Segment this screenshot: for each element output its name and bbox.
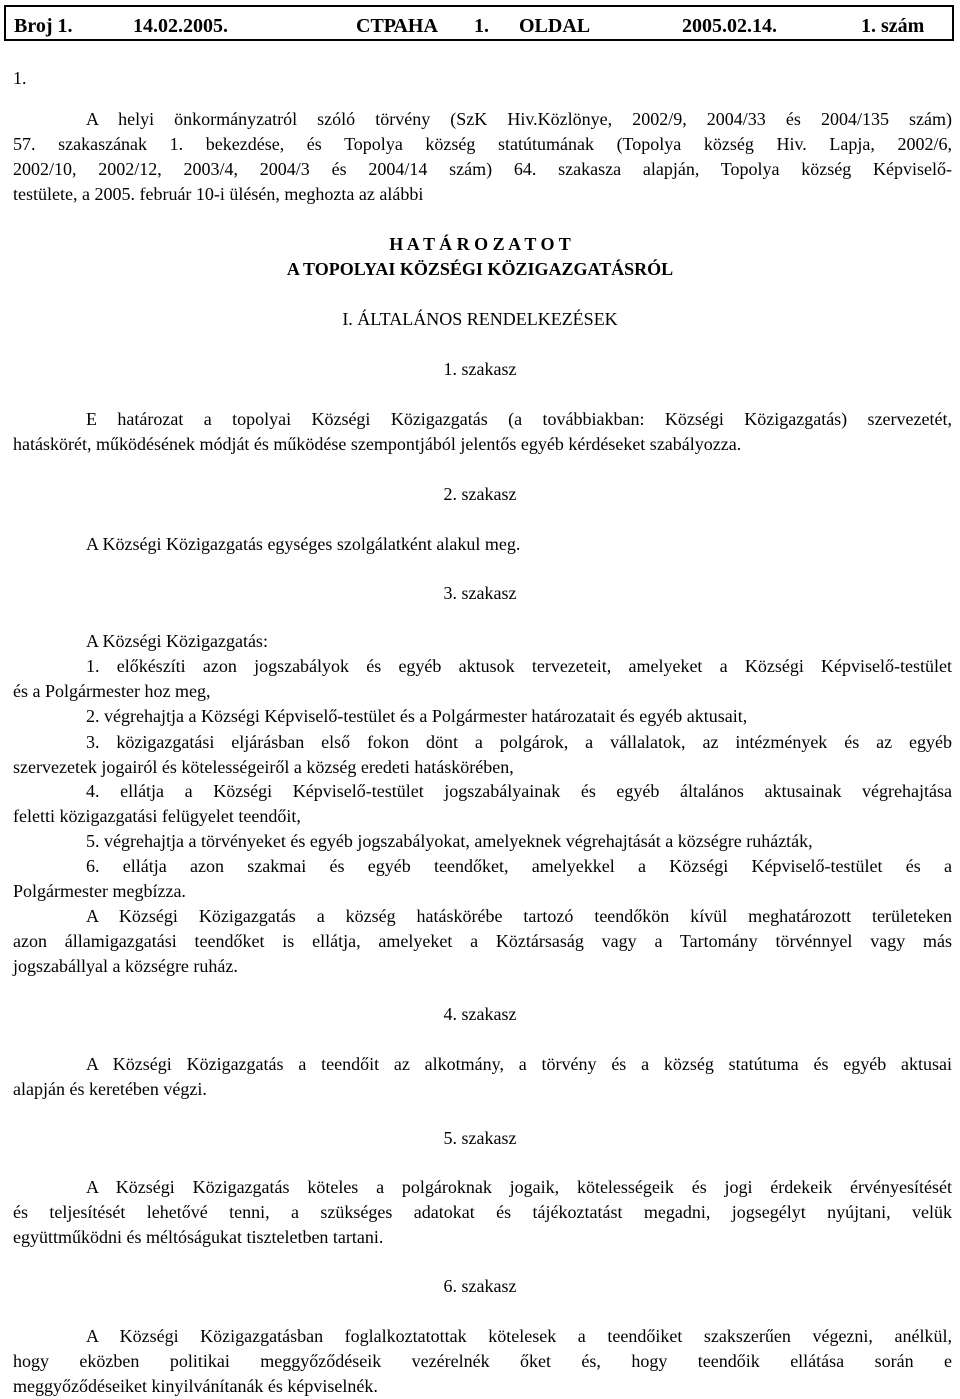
list-item-line: és a Polgármester hoz meg, — [13, 681, 211, 701]
section-heading: 1. szakasz — [443, 359, 517, 379]
header-issue-hu: 1. szám — [861, 15, 925, 37]
section-text-line: A Községi Közigazgatás egységes szolgálatként alakul meg. — [86, 534, 521, 554]
document-number: 1. — [13, 68, 27, 88]
section-text-line: hatáskörét, működésének módját és működése szempontjából jelentős egyéb kérdéseket szabályozza. — [13, 434, 742, 454]
section-heading: 4. szakasz — [443, 1004, 517, 1024]
header-issue: Broj 1. — [14, 15, 73, 37]
section-text-line: alapján és keretében végzi. — [13, 1079, 207, 1099]
section-text-line: A Községi Közigazgatásban foglalkoztatottak kötelesek a teendőiket szakszerűen végezni, anélkül, — [86, 1326, 952, 1346]
list-item-line: szervezetek jogairól és kötelességeiről a község eredeti hatáskörében, — [13, 757, 514, 777]
preamble-line: 57. szakaszának 1. bekezdése, és Topolya község statútumának (Topolya község Hiv. Lapja, 2002/6, — [13, 134, 952, 154]
section-text-line: és teljesítését lehetővé tenni, a szükséges adatokat és tájékoztatást megadni, jogsegélyt nyújtani, velük — [13, 1202, 952, 1222]
document-subtitle: A TOPOLYAI KÖZSÉGI KÖZIGAZGATÁSRÓL — [286, 259, 674, 279]
header-page-sr: СТРАНА — [356, 15, 438, 37]
section-text-line: jogszabállyal a községre ruház. — [13, 956, 238, 976]
section-heading: 6. szakasz — [443, 1276, 517, 1296]
list-item-line: 3. közigazgatási eljárásban első fokon dönt a polgárok, a vállalatok, az intézmények és az egyéb — [86, 732, 952, 752]
header-page-hu: OLDAL — [519, 15, 591, 37]
chapter-heading: I. ÁLTALÁNOS RENDELKEZÉSEK — [342, 309, 618, 329]
header-date-2: 2005.02.14. — [682, 15, 777, 37]
preamble-line: 2002/10, 2002/12, 2003/4, 2004/3 és 2004/14 szám) 64. szakasza alapján, Topolya község Képviselő- — [13, 159, 952, 179]
preamble-line: testülete, a 2005. február 10-i ülésén, meghozta az alábbi — [13, 184, 424, 204]
section-text-line: azon államigazgatási teendőket is ellátja, amelyeket a Köztársaság vagy a Tartomány törvénnyel vagy más — [13, 931, 952, 951]
list-item-line: 2. végrehajtja a Községi Képviselő-testület és a Polgármester határozatait és egyéb aktusait, — [86, 706, 748, 726]
section-heading: 2. szakasz — [443, 484, 517, 504]
list-item-line: 1. előkészíti azon jogszabályok és egyéb aktusok tervezeteit, amelyeket a Községi Képviselő-testület — [86, 656, 952, 676]
document-title: H A T Á R O Z A T O T — [389, 234, 571, 254]
preamble-line: A helyi önkormányzatról szóló törvény (SzK Hiv.Közlönye, 2002/9, 2004/33 és 2004/135 szám) — [86, 109, 952, 129]
list-item-line: Polgármester megbízza. — [13, 881, 186, 901]
section-text-line: együttműködni és méltóságukat tiszteletben tartani. — [13, 1227, 384, 1247]
section-text-line: hogy eközben politikai meggyőződéseik vezérelnék őket és, hogy teendőik ellátása során e — [13, 1351, 952, 1371]
header-page-number: 1. — [474, 15, 489, 37]
list-item-line: 4. ellátja a Községi Képviselő-testület jogszabályainak és egyéb általános aktusainak végrehajtása — [86, 781, 952, 801]
list-item-line: feletti közigazgatási felügyelet teendőit, — [13, 806, 301, 826]
list-item-line: 6. ellátja azon szakmai és egyéb teendőket, amelyekkel a Községi Képviselő-testület és a — [86, 856, 952, 876]
section-text-line: A Községi Közigazgatás a község hatáskörébe tartozó teendőkön kívül meghatározott területeken — [86, 906, 952, 926]
section-text-line: A Községi Közigazgatás a teendőit az alkotmány, a törvény és a község statútuma és egyéb aktusai — [86, 1054, 952, 1074]
list-item-line: 5. végrehajtja a törvényeket és egyéb jogszabályokat, amelyeknek végrehajtását a községre ruházták, — [86, 831, 813, 851]
section-heading: 3. szakasz — [443, 583, 517, 603]
section-text-line: A Községi Közigazgatás köteles a polgároknak jogaik, kötelességeik és jogi érdekeik érvényesítését — [86, 1177, 952, 1197]
section-text-line: E határozat a topolyai Községi Közigazgatás (a továbbiakban: Községi Közigazgatás) szervezetét, — [86, 409, 952, 429]
section-text-line: meggyőződéseiket kinyilvánítanák és képviselnék. — [13, 1376, 378, 1396]
header-date-1: 14.02.2005. — [133, 15, 228, 37]
section-text-line: A Községi Közigazgatás: — [86, 631, 268, 651]
section-heading: 5. szakasz — [443, 1128, 517, 1148]
